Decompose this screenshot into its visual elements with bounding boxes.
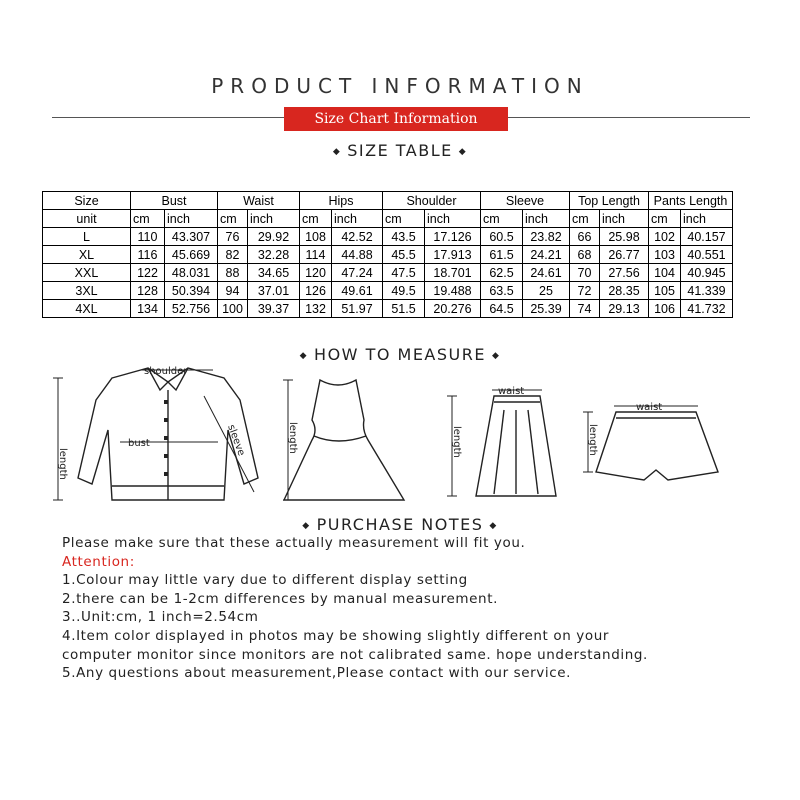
table-cell: 105: [649, 282, 681, 300]
table-cell: inch: [332, 210, 383, 228]
attention-label: Attention:: [62, 553, 135, 570]
table-cell: 62.5: [481, 264, 523, 282]
table-cell: 45.5: [383, 246, 425, 264]
table-cell: 47.24: [332, 264, 383, 282]
unit-row: [43, 210, 733, 228]
size-table: [42, 191, 733, 318]
table-row: [43, 228, 733, 246]
table-cell: 63.5: [481, 282, 523, 300]
table-cell: 23.82: [523, 228, 570, 246]
table-row: [43, 246, 733, 264]
note-item: 2.there can be 1-2cm differences by manual measurement.: [62, 590, 498, 607]
shirt-diagram: [53, 368, 258, 500]
table-cell: 26.77: [600, 246, 649, 264]
table-cell: 44.88: [332, 246, 383, 264]
table-cell: 128: [131, 282, 165, 300]
purchase-notes: [62, 534, 762, 683]
table-cell: 43.307: [165, 228, 218, 246]
table-cell: 25: [523, 282, 570, 300]
size-table-heading-label: SIZE TABLE: [347, 141, 453, 160]
table-cell: 49.5: [383, 282, 425, 300]
table-cell: 32.28: [248, 246, 300, 264]
waist-label: waist: [498, 386, 525, 397]
table-cell: 18.701: [425, 264, 481, 282]
table-cell: 37.01: [248, 282, 300, 300]
table-cell: cm: [570, 210, 600, 228]
table-cell: 102: [649, 228, 681, 246]
table-cell: 19.488: [425, 282, 481, 300]
table-cell: 27.56: [600, 264, 649, 282]
table-cell: 68: [570, 246, 600, 264]
table-cell: 106: [649, 300, 681, 318]
table-cell: inch: [681, 210, 733, 228]
table-cell: 94: [218, 282, 248, 300]
measurement-diagrams: [48, 360, 748, 510]
table-cell: 52.756: [165, 300, 218, 318]
table-cell: 39.37: [248, 300, 300, 318]
table-cell: 82: [218, 246, 248, 264]
table-cell: L: [43, 228, 131, 246]
table-cell: 40.551: [681, 246, 733, 264]
table-cell: 20.276: [425, 300, 481, 318]
table-cell: 17.126: [425, 228, 481, 246]
table-cell: inch: [165, 210, 218, 228]
table-cell: 47.5: [383, 264, 425, 282]
diamond-icon: ◆: [299, 350, 309, 361]
table-cell: XXL: [43, 264, 131, 282]
table-cell: cm: [481, 210, 523, 228]
table-cell: 74: [570, 300, 600, 318]
length-label: length: [451, 426, 462, 458]
table-cell: 108: [300, 228, 332, 246]
table-cell: 48.031: [165, 264, 218, 282]
page-title: PRODUCT INFORMATION: [211, 74, 589, 98]
table-cell: 61.5: [481, 246, 523, 264]
header-row: [43, 192, 733, 210]
table-cell: 70: [570, 264, 600, 282]
table-cell: cm: [383, 210, 425, 228]
table-cell: 17.913: [425, 246, 481, 264]
table-cell: 100: [218, 300, 248, 318]
length-label: length: [57, 448, 68, 480]
table-cell: 126: [300, 282, 332, 300]
diamond-icon: ◆: [491, 350, 501, 361]
table-cell: 122: [131, 264, 165, 282]
table-cell: 103: [649, 246, 681, 264]
table-row: [43, 264, 733, 282]
purchase-notes-heading: [0, 515, 800, 534]
table-cell: 40.945: [681, 264, 733, 282]
table-cell: 49.61: [332, 282, 383, 300]
note-item: 1.Colour may little vary due to different display setting: [62, 572, 468, 589]
table-cell: 60.5: [481, 228, 523, 246]
diamond-icon: ◆: [489, 520, 498, 531]
table-cell: inch: [248, 210, 300, 228]
table-cell: 45.669: [165, 246, 218, 264]
diamond-icon: ◆: [302, 520, 311, 531]
table-cell: 42.52: [332, 228, 383, 246]
table-cell: 34.65: [248, 264, 300, 282]
column-header: Waist: [218, 192, 300, 210]
table-cell: 3XL: [43, 282, 131, 300]
note-item: 5.Any questions about measurement,Please contact with our service.: [62, 665, 572, 682]
table-cell: inch: [600, 210, 649, 228]
table-cell: 40.157: [681, 228, 733, 246]
table-cell: unit: [43, 210, 131, 228]
note-item: 3..Unit:cm, 1 inch=2.54cm: [62, 609, 259, 626]
table-cell: inch: [425, 210, 481, 228]
table-cell: cm: [300, 210, 332, 228]
table-cell: 64.5: [481, 300, 523, 318]
table-cell: 4XL: [43, 300, 131, 318]
table-cell: 88: [218, 264, 248, 282]
column-header: Hips: [300, 192, 383, 210]
column-header: Sleeve: [481, 192, 570, 210]
table-cell: 132: [300, 300, 332, 318]
sleeve-label: sleeve: [225, 423, 247, 458]
table-cell: 43.5: [383, 228, 425, 246]
table-cell: 110: [131, 228, 165, 246]
table-cell: cm: [218, 210, 248, 228]
purchase-notes-heading-label: PURCHASE NOTES: [316, 515, 484, 534]
table-cell: cm: [131, 210, 165, 228]
table-cell: 25.39: [523, 300, 570, 318]
table-cell: 51.97: [332, 300, 383, 318]
diamond-icon: ◆: [458, 146, 468, 157]
table-row: [43, 282, 733, 300]
notes-intro: Please make sure that these actually measurement will fit you.: [62, 535, 526, 551]
dress-diagram: [283, 380, 404, 500]
length-label: length: [287, 422, 298, 454]
table-cell: 51.5: [383, 300, 425, 318]
table-cell: cm: [649, 210, 681, 228]
table-cell: 29.92: [248, 228, 300, 246]
skirt-diagram: [447, 390, 556, 496]
table-cell: 41.732: [681, 300, 733, 318]
table-cell: XL: [43, 246, 131, 264]
diamond-icon: ◆: [332, 146, 342, 157]
table-cell: 134: [131, 300, 165, 318]
table-cell: 66: [570, 228, 600, 246]
column-header: Pants Length: [649, 192, 733, 210]
size-chart-badge: Size Chart Information: [284, 107, 508, 131]
table-cell: 50.394: [165, 282, 218, 300]
table-cell: 104: [649, 264, 681, 282]
table-cell: 114: [300, 246, 332, 264]
column-header: Top Length: [570, 192, 649, 210]
column-header: Shoulder: [383, 192, 481, 210]
how-to-measure-heading-label: HOW TO MEASURE: [314, 345, 486, 364]
table-cell: 120: [300, 264, 332, 282]
note-item: 4.Item color displayed in photos may be showing slightly different on your: [62, 627, 610, 644]
table-cell: 41.339: [681, 282, 733, 300]
shoulder-label: shoulder: [144, 366, 188, 377]
table-cell: 72: [570, 282, 600, 300]
table-cell: 24.61: [523, 264, 570, 282]
table-row: [43, 300, 733, 318]
note-item: computer monitor since monitors are not calibrated same. hope understanding.: [62, 646, 648, 663]
table-cell: inch: [523, 210, 570, 228]
table-cell: 28.35: [600, 282, 649, 300]
column-header: Bust: [131, 192, 218, 210]
table-cell: 76: [218, 228, 248, 246]
bust-label: bust: [128, 438, 150, 449]
shorts-diagram: [583, 406, 718, 480]
table-cell: 29.13: [600, 300, 649, 318]
waist-label: waist: [636, 402, 663, 413]
column-header: Size: [43, 192, 131, 210]
table-cell: 24.21: [523, 246, 570, 264]
table-cell: 116: [131, 246, 165, 264]
length-label: length: [587, 424, 598, 456]
size-table-heading: [0, 141, 800, 160]
table-cell: 25.98: [600, 228, 649, 246]
